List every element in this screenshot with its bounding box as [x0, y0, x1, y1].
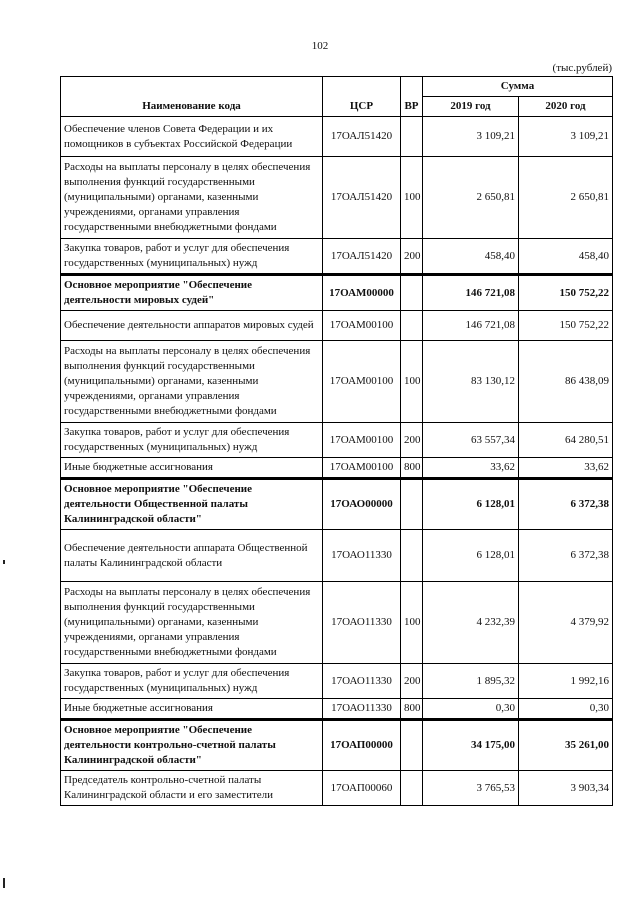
cell-2020: 4 379,92	[519, 582, 613, 664]
cell-2020: 3 903,34	[519, 771, 613, 806]
header-csr: ЦСР	[323, 77, 401, 117]
cell-name: Закупка товаров, работ и услуг для обеспечения государственных (муниципальных) нужд	[61, 664, 323, 699]
cell-csr: 17ОАП00060	[323, 771, 401, 806]
header-year-2020: 2020 год	[519, 97, 613, 117]
cell-name: Основное мероприятие "Обеспечение деятельности Общественной палаты Калининградской области"	[61, 479, 323, 530]
cell-vr	[401, 720, 423, 771]
cell-csr: 17ОАЛ51420	[323, 239, 401, 275]
table-row	[61, 423, 613, 458]
cell-vr	[401, 530, 423, 582]
cell-2020: 458,40	[519, 239, 613, 275]
table-row	[61, 341, 613, 423]
cell-2019: 458,40	[423, 239, 519, 275]
cell-csr: 17ОАМ00100	[323, 423, 401, 458]
table-row	[61, 720, 613, 771]
cell-2020: 3 109,21	[519, 117, 613, 157]
cell-vr	[401, 275, 423, 311]
cell-name: Основное мероприятие "Обеспечение деятельности мировых судей"	[61, 275, 323, 311]
cell-2020: 6 372,38	[519, 530, 613, 582]
cell-name: Иные бюджетные ассигнования	[61, 458, 323, 479]
table-row	[61, 530, 613, 582]
cell-2019: 3 109,21	[423, 117, 519, 157]
cell-csr: 17ОАО11330	[323, 699, 401, 720]
table-row	[61, 699, 613, 720]
cell-vr: 200	[401, 239, 423, 275]
budget-table	[60, 76, 613, 806]
cell-vr: 100	[401, 341, 423, 423]
cell-vr: 200	[401, 664, 423, 699]
cell-name: Расходы на выплаты персоналу в целях обеспечения выполнения функций государственными (муниципальными) органами, казенными учреждениями, органами управления государственными внебюджетными фондами	[61, 582, 323, 664]
cell-name: Обеспечение членов Совета Федерации и их помощников в субъектах Российской Федерации	[61, 117, 323, 157]
cell-2019: 3 765,53	[423, 771, 519, 806]
cell-vr: 800	[401, 458, 423, 479]
cell-2019: 34 175,00	[423, 720, 519, 771]
cell-csr: 17ОАМ00100	[323, 311, 401, 341]
cell-vr: 100	[401, 582, 423, 664]
cell-vr: 200	[401, 423, 423, 458]
cell-name: Иные бюджетные ассигнования	[61, 699, 323, 720]
cell-2019: 1 895,32	[423, 664, 519, 699]
cell-2020: 33,62	[519, 458, 613, 479]
cell-name: Закупка товаров, работ и услуг для обеспечения государственных (муниципальных) нужд	[61, 239, 323, 275]
cell-2020: 86 438,09	[519, 341, 613, 423]
cell-csr: 17ОАП00000	[323, 720, 401, 771]
table-row	[61, 771, 613, 806]
cell-2019: 6 128,01	[423, 530, 519, 582]
table-header	[61, 77, 613, 117]
cell-2019: 83 130,12	[423, 341, 519, 423]
cell-2019: 146 721,08	[423, 275, 519, 311]
table-row	[61, 582, 613, 664]
table-body	[61, 117, 613, 806]
header-year-2019: 2019 год	[423, 97, 519, 117]
cell-2020: 0,30	[519, 699, 613, 720]
cell-name: Обеспечение деятельности аппарата Общественной палаты Калининградской области	[61, 530, 323, 582]
cell-2019: 6 128,01	[423, 479, 519, 530]
table-row	[61, 479, 613, 530]
table-row	[61, 311, 613, 341]
units-label: (тыс.рублей)	[552, 62, 612, 74]
cell-2020: 2 650,81	[519, 157, 613, 239]
table-row	[61, 664, 613, 699]
cell-2020: 6 372,38	[519, 479, 613, 530]
cell-2019: 4 232,39	[423, 582, 519, 664]
table-row	[61, 157, 613, 239]
cell-vr	[401, 117, 423, 157]
cell-csr: 17ОАМ00000	[323, 275, 401, 311]
cell-name: Расходы на выплаты персоналу в целях обеспечения выполнения функций государственными (муниципальными) органами, казенными учреждениями, органами управления государственными внебюджетными фондами	[61, 157, 323, 239]
cell-csr: 17ОАО00000	[323, 479, 401, 530]
cell-name: Обеспечение деятельности аппаратов мировых судей	[61, 311, 323, 341]
scan-edge-mark	[3, 560, 5, 564]
cell-csr: 17ОАО11330	[323, 664, 401, 699]
table-row	[61, 117, 613, 157]
cell-name: Основное мероприятие "Обеспечение деятельности контрольно-счетной палаты Калининградской области"	[61, 720, 323, 771]
page-number: 102	[311, 40, 329, 52]
cell-csr: 17ОАМ00100	[323, 341, 401, 423]
cell-vr: 800	[401, 699, 423, 720]
cell-2020: 150 752,22	[519, 275, 613, 311]
cell-2020: 1 992,16	[519, 664, 613, 699]
cell-vr: 100	[401, 157, 423, 239]
table-row	[61, 275, 613, 311]
cell-csr: 17ОАО11330	[323, 530, 401, 582]
cell-csr: 17ОАЛ51420	[323, 157, 401, 239]
cell-csr: 17ОАЛ51420	[323, 117, 401, 157]
header-sum: Сумма	[423, 77, 613, 97]
table-row	[61, 239, 613, 275]
cell-csr: 17ОАО11330	[323, 582, 401, 664]
scan-edge-mark	[3, 878, 5, 888]
cell-csr: 17ОАМ00100	[323, 458, 401, 479]
cell-2020: 35 261,00	[519, 720, 613, 771]
cell-vr	[401, 311, 423, 341]
cell-2019: 146 721,08	[423, 311, 519, 341]
table-row	[61, 458, 613, 479]
cell-2020: 64 280,51	[519, 423, 613, 458]
cell-name: Председатель контрольно-счетной палаты Калининградской области и его заместители	[61, 771, 323, 806]
cell-2019: 2 650,81	[423, 157, 519, 239]
cell-2019: 63 557,34	[423, 423, 519, 458]
header-vr: ВР	[401, 77, 423, 117]
cell-2020: 150 752,22	[519, 311, 613, 341]
cell-name: Расходы на выплаты персоналу в целях обеспечения выполнения функций государственными (муниципальными) органами, казенными учреждениями, органами управления государственными внебюджетными фондами	[61, 341, 323, 423]
header-name: Наименование кода	[61, 77, 323, 117]
cell-2019: 0,30	[423, 699, 519, 720]
cell-vr	[401, 771, 423, 806]
cell-2019: 33,62	[423, 458, 519, 479]
cell-name: Закупка товаров, работ и услуг для обеспечения государственных (муниципальных) нужд	[61, 423, 323, 458]
cell-vr	[401, 479, 423, 530]
